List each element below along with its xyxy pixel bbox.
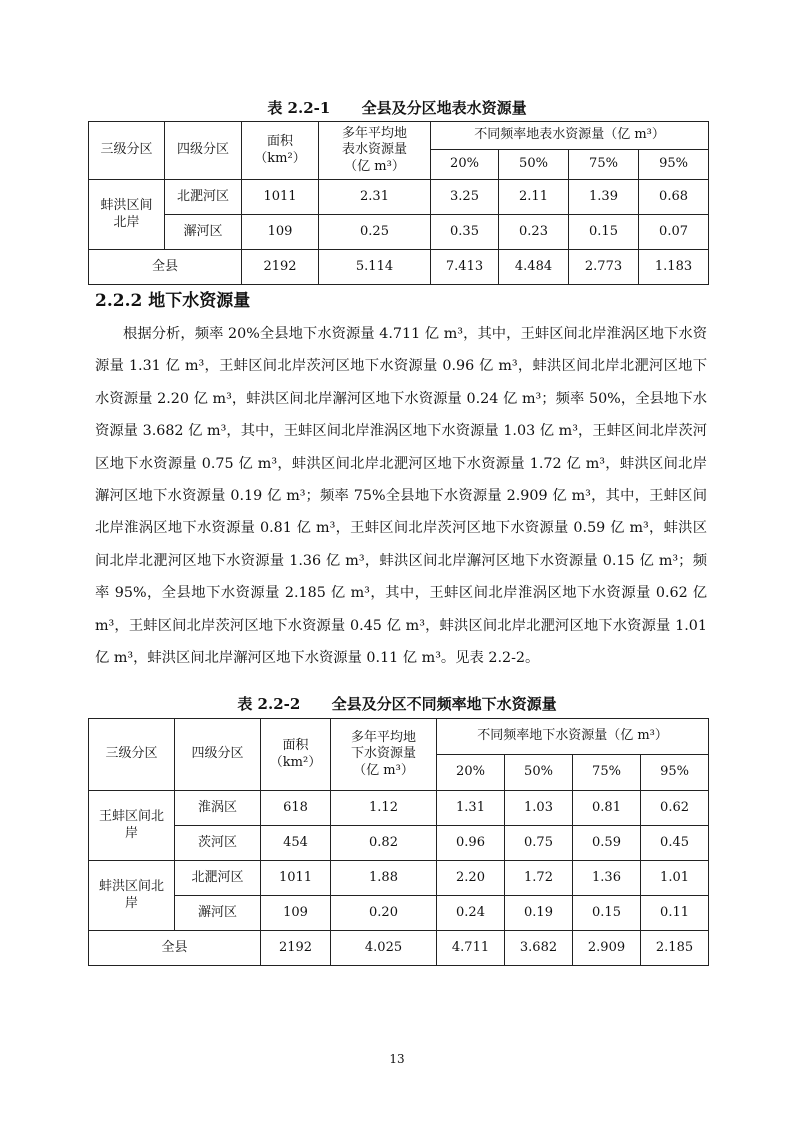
cell-f75: 0.15 (569, 215, 639, 250)
header-level3: 三级分区 (89, 719, 175, 791)
cell-f95: 1.183 (639, 250, 709, 285)
zone-level3: 王蚌区间北 岸 (89, 791, 175, 861)
zone-level3: 蚌洪区间 北岸 (89, 180, 165, 250)
cell-avg: 1.88 (331, 861, 437, 896)
cell-f20: 7.413 (431, 250, 499, 285)
cell-area: 2192 (242, 250, 319, 285)
cell-f95: 2.185 (641, 931, 709, 966)
header-avg: 多年平均地 表水资源量 （亿 m³） (319, 122, 431, 180)
cell-f20: 4.711 (437, 931, 505, 966)
cell-f95: 0.11 (641, 896, 709, 931)
table-row (89, 861, 709, 896)
cell-f50: 3.682 (505, 931, 573, 966)
cell-area: 1011 (261, 861, 331, 896)
cell-f75: 1.39 (569, 180, 639, 215)
zone-level4: 澥河区 (175, 896, 261, 931)
header-freq-50: 50% (505, 755, 573, 791)
cell-area: 1011 (242, 180, 319, 215)
header-area: 面积 （km²） (261, 719, 331, 791)
cell-f75: 2.773 (569, 250, 639, 285)
zone-level4: 北淝河区 (175, 861, 261, 896)
zone-level3: 蚌洪区间北 岸 (89, 861, 175, 931)
table-row (89, 215, 709, 250)
table-total-row (89, 931, 709, 966)
cell-f75: 2.909 (573, 931, 641, 966)
header-freq-20: 20% (431, 150, 499, 180)
header-level4: 四级分区 (175, 719, 261, 791)
page-number: 13 (389, 1052, 405, 1066)
header-freq-75: 75% (573, 755, 641, 791)
cell-f75: 1.36 (573, 861, 641, 896)
cell-avg: 0.82 (331, 826, 437, 861)
cell-f75: 0.59 (573, 826, 641, 861)
cell-f20: 2.20 (437, 861, 505, 896)
cell-avg: 1.12 (331, 791, 437, 826)
header-freq-50: 50% (499, 150, 569, 180)
header-freq-95: 95% (639, 150, 709, 180)
cell-f20: 0.24 (437, 896, 505, 931)
cell-f95: 0.07 (639, 215, 709, 250)
cell-f50: 0.19 (505, 896, 573, 931)
cell-f95: 0.45 (641, 826, 709, 861)
cell-f50: 0.23 (499, 215, 569, 250)
cell-area: 109 (242, 215, 319, 250)
cell-f50: 0.75 (505, 826, 573, 861)
cell-avg: 0.20 (331, 896, 437, 931)
cell-f20: 0.35 (431, 215, 499, 250)
cell-avg: 4.025 (331, 931, 437, 966)
cell-f50: 2.11 (499, 180, 569, 215)
cell-area: 454 (261, 826, 331, 861)
cell-area: 109 (261, 896, 331, 931)
cell-avg: 5.114 (319, 250, 431, 285)
surface-water-table (88, 121, 709, 285)
table-2-caption: 表 2.2-2 全县及分区不同频率地下水资源量 (237, 695, 557, 713)
header-area: 面积 （km²） (242, 122, 319, 180)
cell-area: 618 (261, 791, 331, 826)
table-row (89, 180, 709, 215)
cell-f20: 0.96 (437, 826, 505, 861)
header-freq-20: 20% (437, 755, 505, 791)
cell-f95: 0.68 (639, 180, 709, 215)
body-paragraph: 根据分析，频率 20%全县地下水资源量 4.711 亿 m³，其中，王蚌区间北岸淮涡区地下水资源量 1.31 亿 m³，王蚌区间北岸茨河区地下水资源量 0.96 亿 m³，蚌洪区间北岸北淝河区地下水资源量 2.20 亿 m³，蚌洪区间北岸澥河区地下水资源量 0.24 亿 m³；频率 50%，全县地下水资源量 3.682 亿 m³，其中，王蚌区间北岸淮涡区地下水资源量 1.03 亿 m³，王蚌区间北岸茨河区地下水资源量 0.75 亿 m³，蚌洪区间北岸北淝河区地下水资源量 1.72 亿 m³，蚌洪区间北岸澥河区地下水资源量 0.19 亿 m³；频率 75%全县地下水资源量 2.909 亿 m³，其中，王蚌区间北岸淮涡区地下水资源量 0.81 亿 m³，王蚌区间北岸茨河区地下水资源量 0.59 亿 m³，蚌洪区间北岸北淝河区地下水资源量 1.36 亿 m³，蚌洪区间北岸澥河区地下水资源量 0.15 亿 m³；频率 95%，全县地下水资源量 2.185 亿 m³，其中，王蚌区间北岸淮涡区地下水资源量 0.62 亿 m³，王蚌区间北岸茨河区地下水资源量 0.45 亿 m³，蚌洪区间北岸北淝河区地下水资源量 1.01 亿 m³，蚌洪区间北岸澥河区地下水资源量 0.11 亿 m³。见表 2.2-2。 (95, 326, 707, 667)
table-total-row (89, 250, 709, 285)
header-freq-group: 不同频率地表水资源量（亿 m³） (431, 122, 709, 150)
cell-f50: 1.72 (505, 861, 573, 896)
groundwater-table (88, 718, 709, 966)
zone-level4: 淮涡区 (175, 791, 261, 826)
table-row (89, 896, 709, 931)
table-row (89, 791, 709, 826)
total-label: 全县 (89, 931, 261, 966)
zone-level4: 北淝河区 (165, 180, 242, 215)
cell-f95: 1.01 (641, 861, 709, 896)
cell-f95: 0.62 (641, 791, 709, 826)
cell-avg: 0.25 (319, 215, 431, 250)
header-freq-group: 不同频率地下水资源量（亿 m³） (437, 719, 709, 755)
header-freq-75: 75% (569, 150, 639, 180)
cell-f75: 0.81 (573, 791, 641, 826)
header-freq-95: 95% (641, 755, 709, 791)
cell-f20: 1.31 (437, 791, 505, 826)
section-heading: 2.2.2 地下水资源量 (95, 291, 251, 311)
zone-level4: 澥河区 (165, 215, 242, 250)
header-avg: 多年平均地 下水资源量 （亿 m³） (331, 719, 437, 791)
zone-level4: 茨河区 (175, 826, 261, 861)
table-row (89, 826, 709, 861)
cell-avg: 2.31 (319, 180, 431, 215)
cell-f20: 3.25 (431, 180, 499, 215)
cell-f50: 4.484 (499, 250, 569, 285)
table-1-caption: 表 2.2-1 全县及分区地表水资源量 (267, 99, 527, 117)
cell-f75: 0.15 (573, 896, 641, 931)
cell-f50: 1.03 (505, 791, 573, 826)
header-level4: 四级分区 (165, 122, 242, 180)
total-label: 全县 (89, 250, 242, 285)
cell-area: 2192 (261, 931, 331, 966)
header-level3: 三级分区 (89, 122, 165, 180)
